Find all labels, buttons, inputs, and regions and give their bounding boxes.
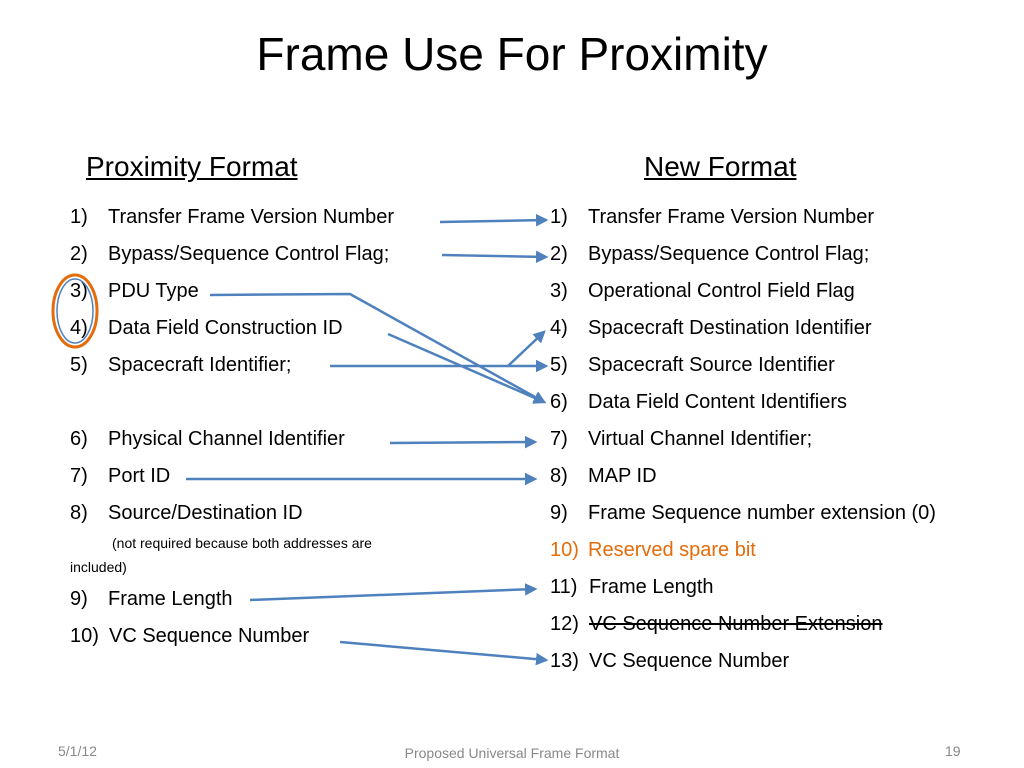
right-item-1: 1) Transfer Frame Version Number (550, 206, 875, 228)
left-note-line-1: (not required because both addresses are (112, 535, 372, 551)
right-item-3: 3) Operational Control Field Flag (550, 280, 855, 302)
left-item-3: 3) PDU Type (70, 280, 199, 302)
right-item-4: 4) Spacecraft Destination Identifier (550, 317, 872, 339)
right-item-6: 6) Data Field Content Identifiers (550, 391, 848, 413)
right-item-2: 2) Bypass/Sequence Control Flag; (550, 243, 870, 265)
right-item-13: 13) VC Sequence Number (550, 650, 790, 672)
arrow-10-to-13 (340, 642, 546, 660)
arrow-5-to-4 (508, 332, 544, 366)
left-item-10: 10) VC Sequence Number (70, 625, 310, 647)
arrow-2-to-2 (442, 255, 546, 257)
left-note-line-2: included) (70, 559, 127, 575)
right-item-12-struck: 12) VC Sequence Number Extension (550, 613, 883, 635)
left-item-5: 5) Spacecraft Identifier; (70, 354, 292, 376)
slide-title: Frame Use For Proximity (256, 28, 768, 80)
proximity-format-heading: Proximity Format (86, 151, 298, 182)
left-item-7: 7) Port ID (70, 465, 171, 487)
arrow-9-to-11 (250, 589, 535, 600)
right-item-7: 7) Virtual Channel Identifier; (550, 428, 813, 450)
left-item-4: 4) Data Field Construction ID (70, 317, 343, 339)
new-format-heading: New Format (644, 151, 797, 182)
right-item-11: 11) Frame Length (550, 576, 714, 598)
footer-date: 5/1/12 (58, 743, 97, 759)
right-item-8: 8) MAP ID (550, 465, 657, 487)
arrow-4-to-6 (388, 334, 544, 402)
left-item-9: 9) Frame Length (70, 588, 233, 610)
right-item-5: 5) Spacecraft Source Identifier (550, 354, 835, 376)
right-item-9: 9) Frame Sequence number extension (0) (550, 502, 936, 524)
left-item-1: 1) Transfer Frame Version Number (70, 206, 395, 228)
highlight-circle (53, 275, 97, 347)
footer-title: Proposed Universal Frame Format (404, 745, 620, 761)
arrow-1-to-1 (440, 220, 546, 222)
arrow-3-to-6 (210, 294, 544, 402)
footer-page-number: 19 (945, 743, 961, 759)
left-item-2: 2) Bypass/Sequence Control Flag; (70, 243, 390, 265)
left-item-6: 6) Physical Channel Identifier (70, 428, 345, 450)
right-item-10-reserved: 10) Reserved spare bit (550, 539, 756, 561)
arrow-6-to-7 (390, 442, 535, 443)
left-item-8: 8) Source/Destination ID (70, 502, 303, 524)
